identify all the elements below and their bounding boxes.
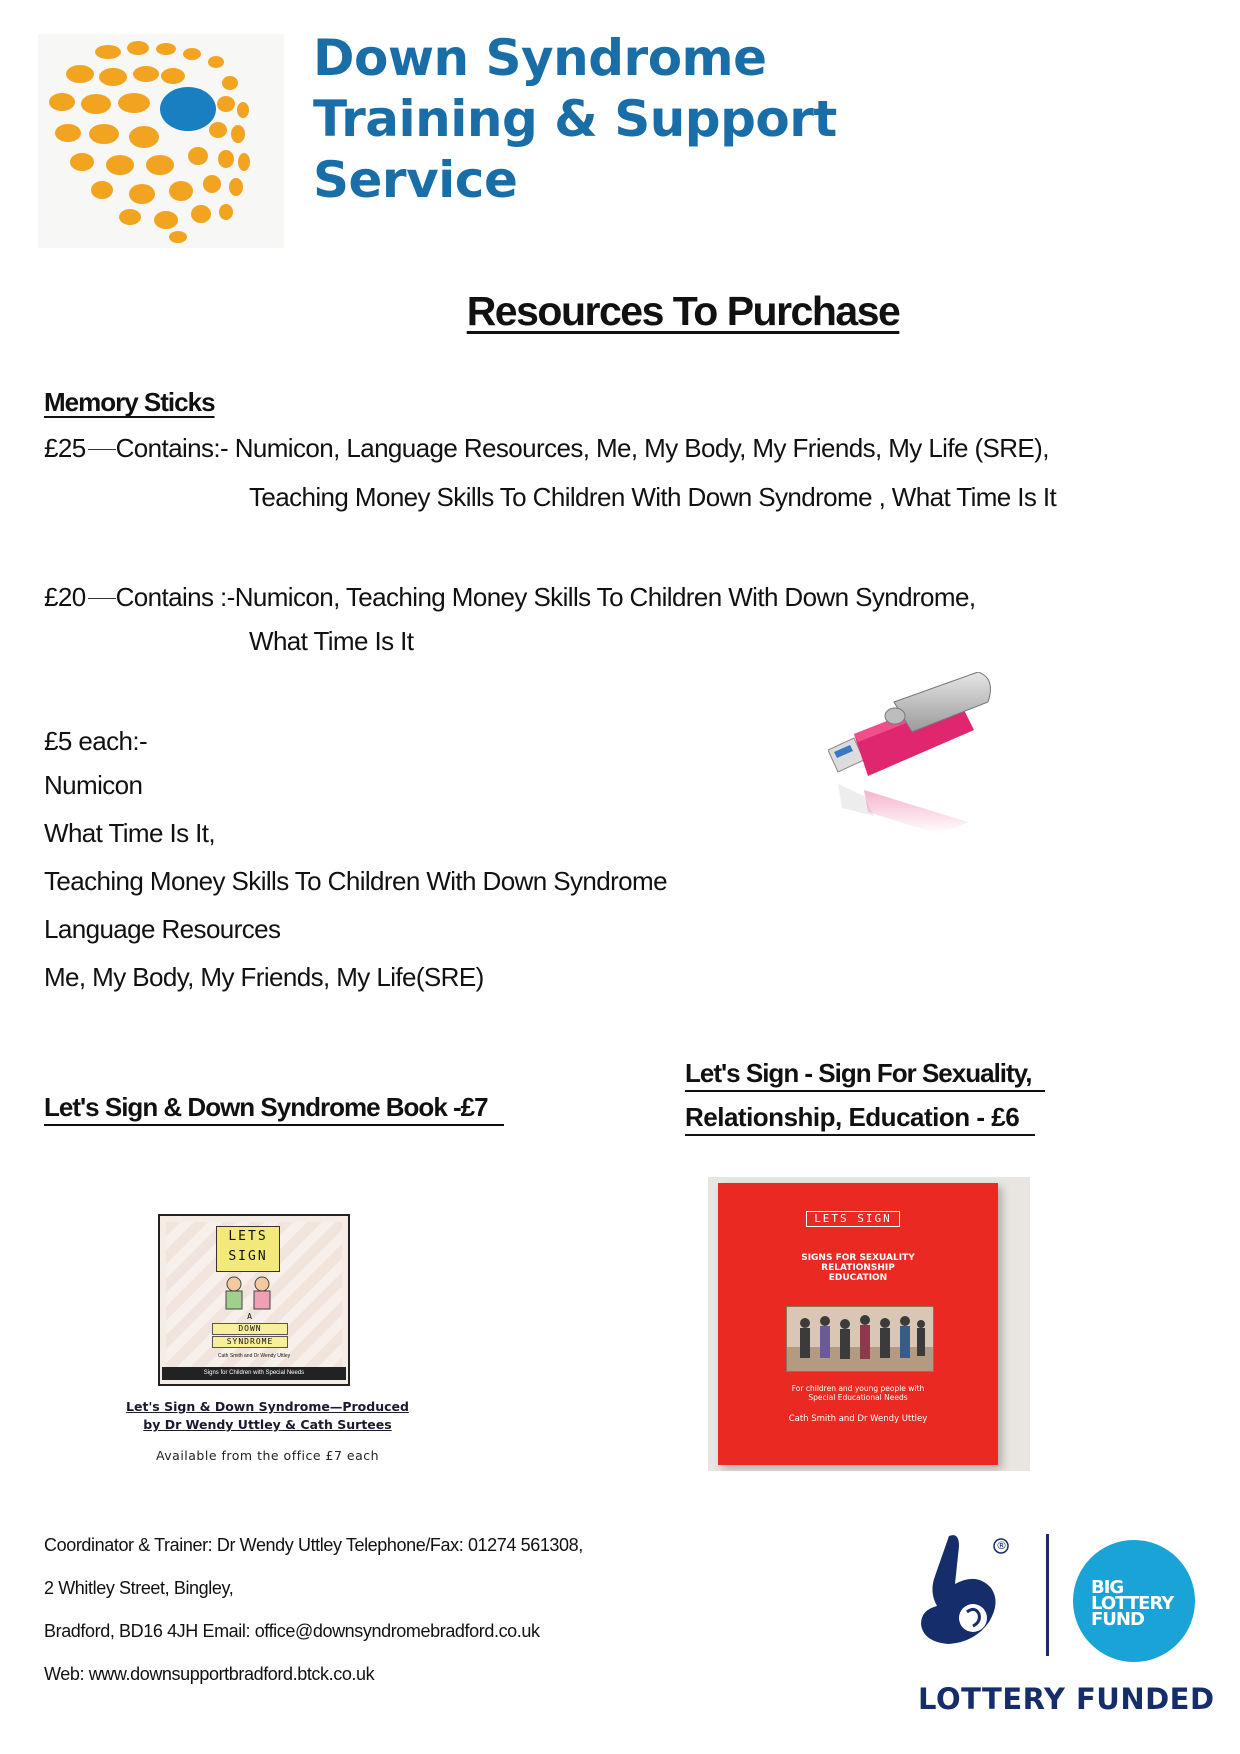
book-lets-sign-caption (90, 1398, 445, 1434)
fund-line: LOTTERY (1091, 1593, 1174, 1614)
offer-25-line1 (44, 433, 1049, 464)
org-name-line: Service (313, 151, 518, 209)
fund-line: FUND (1091, 1609, 1144, 1630)
org-logo (38, 34, 284, 248)
book-sexuality-cover (718, 1183, 998, 1465)
offer-25-price: £25 (44, 433, 86, 463)
book-lets-sign-cover (158, 1214, 350, 1386)
caption-line: Let's Sign & Down Syndrome—Produced (126, 1399, 409, 1414)
usb-stick-image (828, 672, 998, 834)
cover-title (718, 1253, 998, 1283)
cover-down: DOWN (212, 1323, 288, 1335)
memory-sticks-heading: Memory Sticks (44, 387, 215, 417)
book-sexuality-heading-line1: Let's Sign - Sign For Sexuality, (685, 1058, 1045, 1092)
book-sexuality-heading-line2: Relationship, Education - £6 (685, 1102, 1035, 1136)
registered-mark: ® (996, 1539, 1007, 1552)
cover-bottom-bar: Signs for Children with Special Needs (162, 1367, 346, 1380)
cover-a: A (247, 1312, 253, 1321)
org-name (313, 28, 837, 211)
book-lets-sign-availability: Available from the office £7 each (155, 1448, 380, 1463)
contact-address: 2 Whitley Street, Bingley, (44, 1578, 234, 1598)
offer-20-contents: Contains :-Numicon, Teaching Money Skills To Children With Down Syndrome, (115, 582, 976, 612)
cover-sign-box (216, 1226, 280, 1272)
each-item: Language Resources (44, 914, 281, 944)
offer-20-line1 (44, 582, 975, 613)
each-heading: £5 each:- (44, 726, 148, 756)
offer-25-line2: Teaching Money Skills To Children With Down Syndrome , What Time Is It (249, 482, 1057, 512)
org-name-line: Training & Support (313, 90, 837, 148)
book-lets-sign-heading: Let's Sign & Down Syndrome Book -£7 (44, 1092, 504, 1126)
cover-sign-box: LETS SIGN (806, 1211, 900, 1227)
each-item: Me, My Body, My Friends, My Life(SRE) (44, 962, 484, 992)
offer-20-price: £20 (44, 582, 86, 612)
cover-authors: Cath Smith and Dr Wendy Uttley (217, 1353, 291, 1359)
offer-20-line2: What Time Is It (249, 626, 414, 656)
cover-syndrome: SYNDROME (212, 1336, 288, 1348)
each-item: Teaching Money Skills To Children With Down Syndrome (44, 866, 667, 896)
org-name-line: Down Syndrome (313, 29, 767, 87)
cover-title-line: EDUCATION (828, 1273, 888, 1283)
contact-email: Bradford, BD16 4JH Email: office@downsyndromebradford.co.uk (44, 1621, 540, 1641)
contact-coordinator: Coordinator & Trainer: Dr Wendy Uttley Telephone/Fax: 01274 561308, (44, 1535, 583, 1555)
offer-25-contents: Contains:- Numicon, Language Resources, Me, My Body, My Friends, My Life (SRE), (115, 433, 1049, 463)
cover-sign-bottom: SIGN (228, 1249, 268, 1264)
cover-sign-top: LETS (228, 1229, 268, 1244)
cover-down-syndrome (212, 1312, 288, 1348)
cover-subtitle-line: Special Educational Needs (808, 1393, 908, 1402)
people-group-icon (787, 1307, 933, 1371)
dash-divider (88, 449, 116, 450)
big-lottery-fund-text (1091, 1577, 1174, 1630)
cover-authors: Cath Smith and Dr Wendy Uttley (788, 1414, 928, 1424)
cover-title-line: SIGNS FOR SEXUALITY (801, 1253, 915, 1263)
page-title: Resources To Purchase (466, 288, 900, 334)
each-item: Numicon (44, 770, 143, 800)
each-item: What Time Is It, (44, 818, 215, 848)
usb-stick-icon (828, 672, 998, 834)
cover-subtitle (718, 1384, 998, 1402)
big-lottery-fund-badge (1073, 1540, 1195, 1662)
cover-subtitle-line: For children and young people with (791, 1384, 925, 1393)
cover-title-line: RELATIONSHIP (821, 1263, 895, 1273)
caption-line: by Dr Wendy Uttley & Cath Surtees (143, 1417, 392, 1432)
cover-group-photo (786, 1306, 934, 1372)
book-sexuality-photo (708, 1177, 1030, 1471)
dash-divider (88, 598, 116, 599)
signing-children-icon (214, 1276, 284, 1310)
logo-dots-icon (38, 34, 284, 248)
lottery-funded-label: LOTTERY FUNDED (918, 1682, 1215, 1716)
contact-web: Web: www.downsupportbradford.btck.co.uk (44, 1664, 375, 1684)
page-title-container (0, 288, 1240, 335)
fund-line: BIG (1091, 1577, 1124, 1598)
